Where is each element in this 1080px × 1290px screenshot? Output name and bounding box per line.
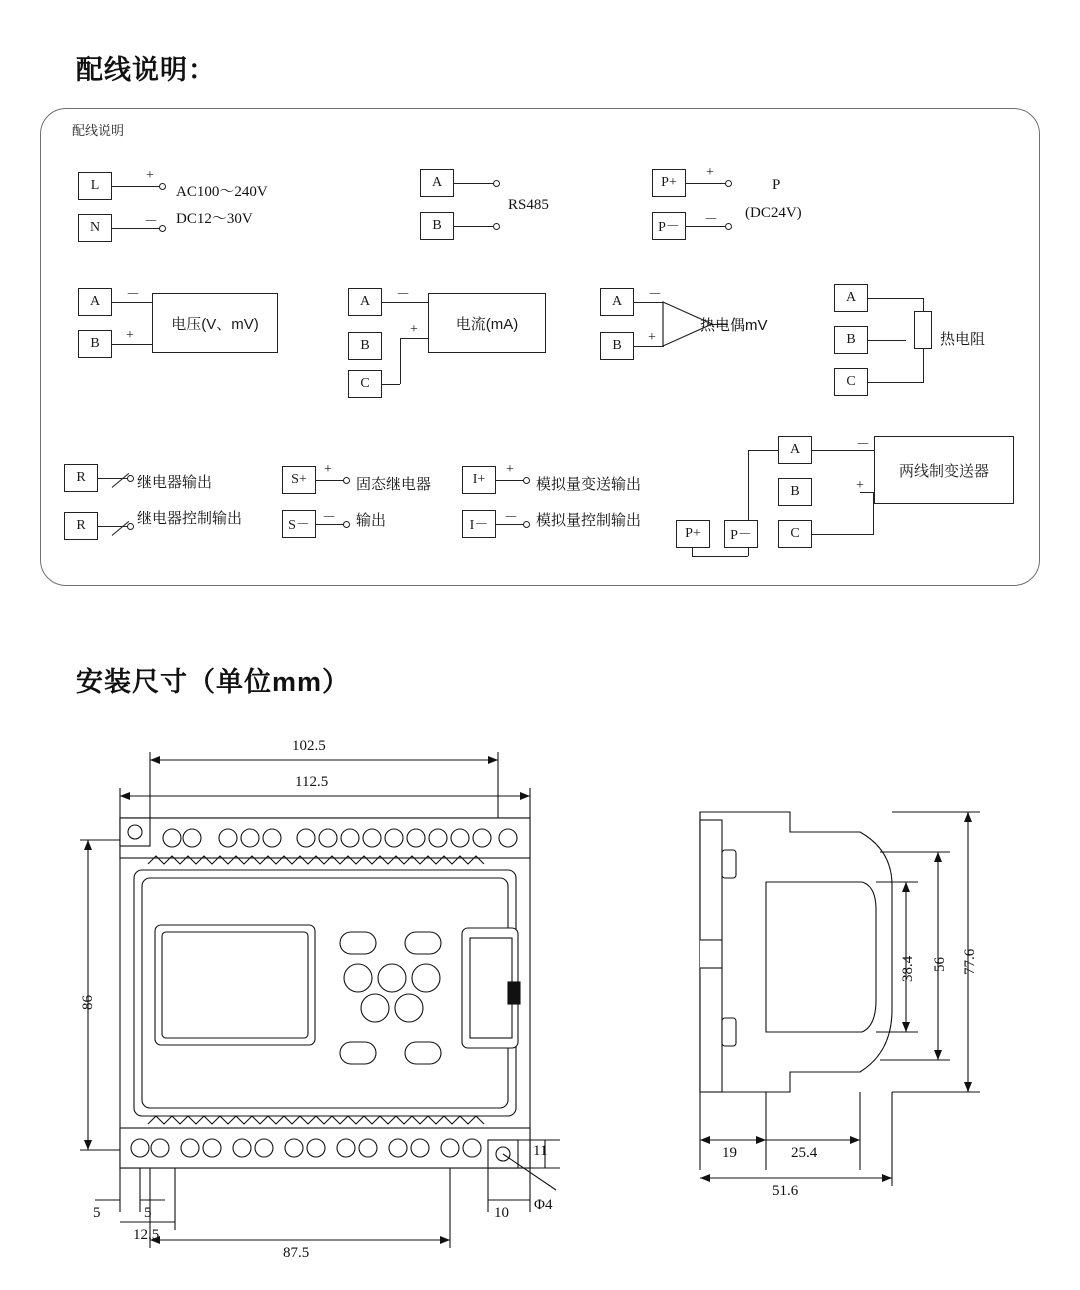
sign-minus-power: － [144, 215, 158, 230]
dim-left-offset: 12.5 [133, 1227, 160, 1243]
page-title-wiring: 配线说明： [76, 55, 216, 85]
label-p: P [772, 177, 781, 193]
wire-p-plus [686, 183, 726, 184]
wire-tw-bottom [692, 556, 748, 557]
wire-current-c [382, 384, 400, 385]
sign-plus-ssr: + [324, 462, 332, 477]
wiring-card-label: 配线说明 [72, 123, 125, 138]
terminal-i-minus: I－ [462, 510, 496, 538]
sign-minus-voltage: － [126, 288, 140, 303]
wire-rs485-a [454, 183, 494, 184]
wire-current-link [400, 338, 401, 384]
sign-plus-i: + [506, 462, 514, 477]
sign-plus-power: + [146, 168, 154, 183]
sign-plus-current: + [410, 322, 418, 337]
label-dc24v: (DC24V) [745, 205, 802, 221]
block-two-wire-transmitter: 两线制变送器 [874, 436, 1014, 504]
terminal-p-plus: P+ [652, 169, 686, 197]
node-relay-2 [127, 523, 134, 530]
terminal-tw-p-plus: P+ [676, 520, 710, 548]
terminal-current-c: C [348, 370, 382, 398]
wire-rtd-a [868, 298, 924, 299]
terminal-rs485-a: A [420, 169, 454, 197]
sign-plus-voltage: + [126, 328, 134, 343]
label-thermocouple: 热电偶mV [700, 317, 768, 334]
sign-minus-tw: － [856, 438, 870, 453]
label-dc-range: DC12～30V [176, 211, 253, 227]
dim-side-total-height: 77.6 [962, 948, 978, 975]
sign-minus-p: － [704, 213, 718, 228]
node-relay-1 [127, 475, 134, 482]
terminal-rtd-c: C [834, 368, 868, 396]
node-n [159, 225, 166, 232]
node-rs485-b [493, 223, 500, 230]
dim-side-depth-total: 51.6 [772, 1183, 799, 1199]
sign-minus-tc: － [648, 288, 662, 303]
dim-width-outer: 112.5 [295, 774, 329, 790]
wire-voltage-b [112, 344, 152, 345]
wire-rtd-b [868, 340, 906, 341]
block-current: 电流(mA) [428, 293, 546, 353]
wire-rtd-top [923, 298, 924, 312]
wire-rtd-c [868, 382, 924, 383]
dim-bottom-span: 87.5 [283, 1245, 310, 1261]
terminal-tw-a: A [778, 436, 812, 464]
terminal-voltage-b: B [78, 330, 112, 358]
terminal-i-plus: I+ [462, 466, 496, 494]
dim-height: 86 [80, 995, 96, 1010]
sign-minus-i: － [504, 511, 518, 526]
wire-l [112, 186, 160, 187]
node-i-minus [523, 521, 530, 528]
sign-minus-ssr: － [322, 511, 336, 526]
dim-width-inner: 102.5 [292, 738, 326, 754]
wire-tw-a-left [748, 450, 778, 451]
terminal-relay-1: R [64, 464, 98, 492]
terminal-N: N [78, 214, 112, 242]
label-ac-range: AC100～240V [176, 184, 268, 200]
label-relay-output: 继电器输出 [137, 474, 213, 491]
terminal-rs485-b: B [420, 212, 454, 240]
dim-side-depth-front: 19 [722, 1145, 737, 1161]
dim-left-margin-1: 5 [93, 1205, 101, 1221]
terminal-current-b: B [348, 332, 382, 360]
dim-hole-diameter: Φ4 [534, 1197, 553, 1213]
label-analog-transmit-output: 模拟量变送输出 [536, 476, 642, 493]
sign-plus-p: + [706, 165, 714, 180]
dim-side-depth-mid: 25.4 [791, 1145, 818, 1161]
dim-left-margin-2: 5 [144, 1205, 152, 1221]
wire-current-b [400, 338, 428, 339]
rtd-resistor [914, 311, 932, 349]
label-ssr-output: 输出 [356, 512, 387, 529]
terminal-L: L [78, 172, 112, 200]
wire-rs485-b [454, 226, 494, 227]
terminal-tw-b: B [778, 478, 812, 506]
sign-minus-current: － [396, 288, 410, 303]
label-ssr: 固态继电器 [356, 476, 432, 493]
dimension-drawings [0, 700, 1080, 1285]
dim-right-offset: 10 [494, 1205, 509, 1221]
wire-ssr-plus [316, 480, 344, 481]
dim-side-inner-height: 38.4 [900, 955, 916, 982]
label-analog-control-output: 模拟量控制输出 [536, 512, 642, 529]
node-rs485-a [493, 180, 500, 187]
terminal-tc-b: B [600, 332, 634, 360]
wire-tw-pplus-drop [692, 548, 693, 556]
terminal-tw-c: C [778, 520, 812, 548]
label-relay-control-output: 继电器控制输出 [137, 510, 243, 527]
terminal-p-minus: P－ [652, 212, 686, 240]
terminal-voltage-a: A [78, 288, 112, 316]
terminal-ssr-plus: S+ [282, 466, 316, 494]
wire-rtd-bottom [923, 348, 924, 382]
dim-side-body-height: 56 [932, 957, 948, 972]
node-l [159, 183, 166, 190]
terminal-current-a: A [348, 288, 382, 316]
terminal-relay-2: R [64, 512, 98, 540]
terminal-rtd-b: B [834, 326, 868, 354]
sign-plus-tc: + [648, 330, 656, 345]
sign-plus-tw: + [856, 478, 864, 493]
label-rs485: RS485 [508, 197, 549, 213]
block-voltage: 电压(V、mV) [152, 293, 278, 353]
label-rtd: 热电阻 [940, 331, 986, 348]
terminal-rtd-a: A [834, 284, 868, 312]
node-ssr-plus [343, 477, 350, 484]
node-i-plus [523, 477, 530, 484]
dim-right-tab: 11 [533, 1143, 548, 1159]
terminal-ssr-minus: S－ [282, 510, 316, 538]
node-ssr-minus [343, 521, 350, 528]
node-p-minus [725, 223, 732, 230]
wire-i-plus [496, 480, 524, 481]
wire-tc-b [634, 346, 664, 347]
terminal-tw-p-minus: P－ [724, 520, 758, 548]
page-title-dimensions: 安装尺寸（单位mm） [76, 667, 351, 697]
node-p-plus [725, 180, 732, 187]
terminal-tc-a: A [600, 288, 634, 316]
wire-tw-c-right [812, 534, 874, 535]
